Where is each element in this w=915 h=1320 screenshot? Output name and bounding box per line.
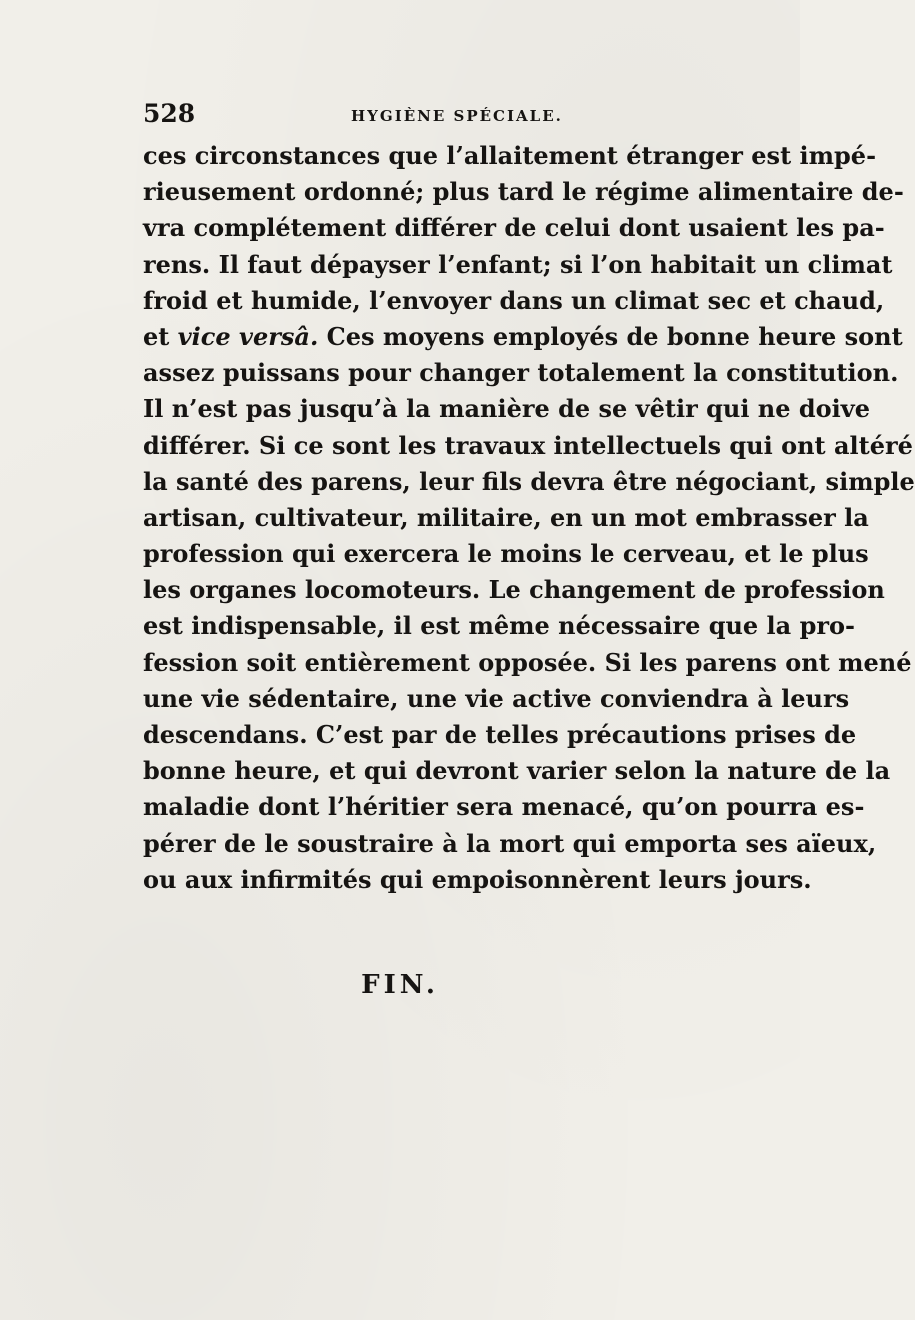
line-rest: Ces moyens employés de bonne heure sont — [326, 321, 903, 351]
text-line: profession qui exercera le moins le cerveau, et le plus — [143, 539, 869, 569]
end-mark: FIN. — [361, 970, 439, 1000]
text-line: pérer de le soustraire à la mort qui emporta ses aïeux, — [143, 828, 877, 858]
text-line: Il n’est pas jusqu’à la manière de se vêtir qui ne doive — [143, 394, 870, 424]
body-text — [143, 138, 915, 898]
text-line: rieusement ordonné; plus tard le régime alimentaire de- — [143, 177, 904, 207]
line-prefix: et — [143, 321, 178, 351]
text-line: descendans. C’est par de telles précautions prises de — [143, 720, 857, 749]
text-line: artisan, cultivateur, militaire, en un mot embrasser la — [143, 502, 869, 532]
text-line: rens. Il faut dépayser l’enfant; si l’on habitait un climat — [143, 249, 893, 279]
text-line-mixed — [143, 319, 903, 355]
page-number: 528 — [143, 99, 196, 128]
text-line: est indispensable, il est même nécessaire que la pro- — [143, 611, 855, 641]
italic-phrase: vice versâ. — [177, 321, 319, 351]
text-line: ou aux infirmités qui empoisonnèrent leurs jours. — [143, 864, 812, 894]
text-line: bonne heure, et qui devront varier selon la nature de la — [143, 756, 891, 786]
text-line: la santé des parens, leur fils devra être négociant, simple — [143, 466, 915, 496]
text-line: une vie sédentaire, une vie active conviendra à leurs — [143, 683, 850, 713]
text-line: assez puissans pour changer totalement la constitution. — [143, 358, 899, 388]
text-line: les organes locomoteurs. Le changement de profession — [143, 575, 885, 605]
text-line: vra complétement différer de celui dont usaient les pa- — [143, 213, 885, 243]
running-head: HYGIÈNE SPÉCIALE. — [351, 107, 563, 125]
text-line: maladie dont l’héritier sera menacé, qu’on pourra es- — [143, 792, 865, 822]
text-line: froid et humide, l’envoyer dans un climat sec et chaud, — [143, 285, 885, 315]
text-line: différer. Si ce sont les travaux intellectuels qui ont altéré — [143, 430, 913, 460]
page-header — [143, 96, 763, 132]
text-line: fession soit entièrement opposée. Si les parens ont mené — [143, 647, 912, 677]
text-line: ces circonstances que l’allaitement étranger est impé- — [143, 141, 877, 170]
